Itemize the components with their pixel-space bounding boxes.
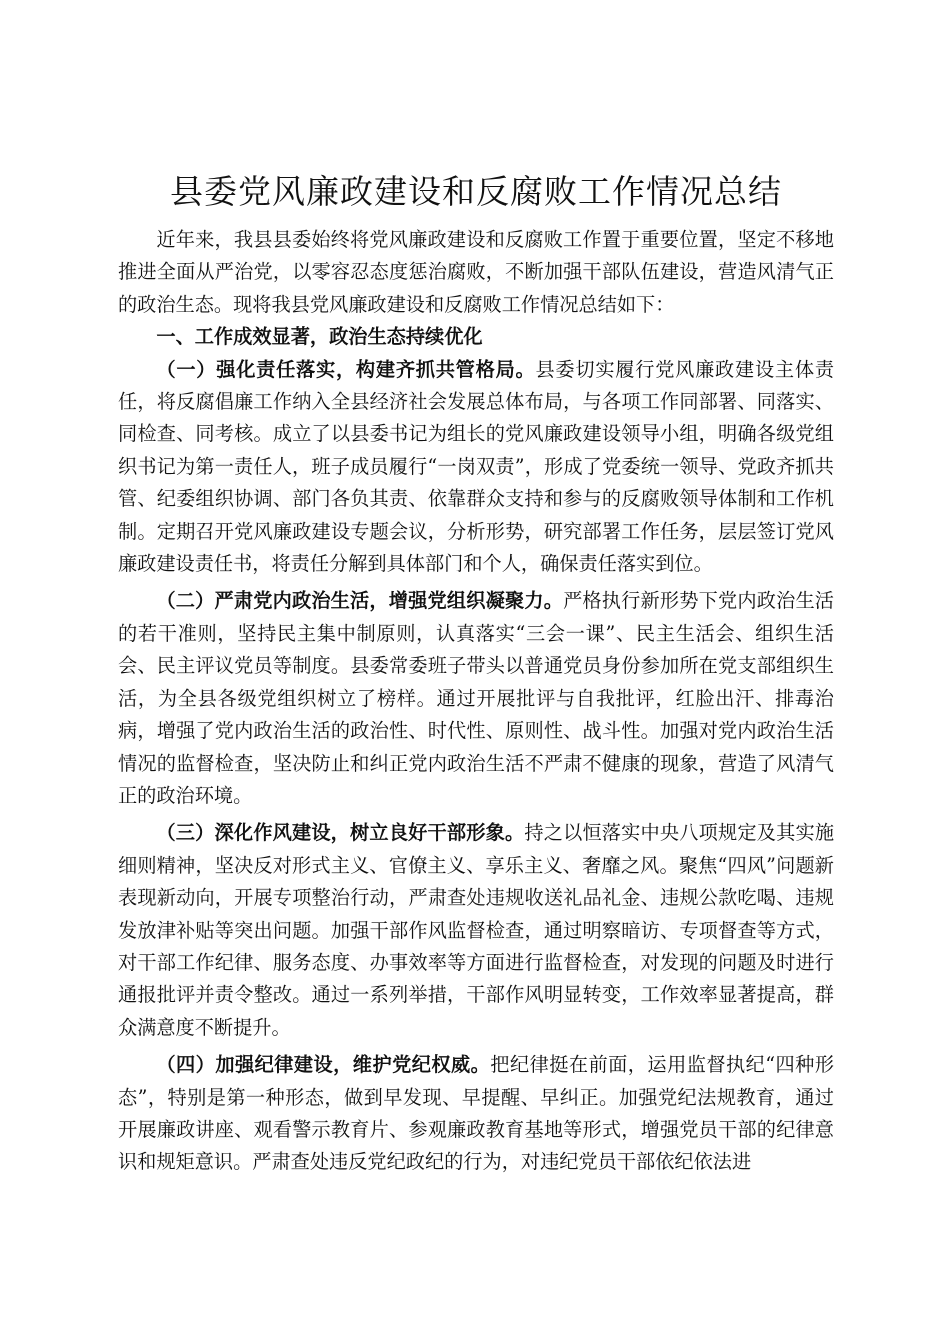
section-heading-1: 一、工作成效显著，政治生态持续优化 (156, 325, 483, 349)
document-title: 县委党风廉政建设和反腐败工作情况总结 (170, 172, 782, 211)
item-lead-3: （三）深化作风建设，树立良好干部形象。 (156, 821, 525, 845)
item-body-3: 持之以恒落实中央八项规定及其实施细则精神，坚决反对形式主义、官僚主义、享乐主义、奢靡之风。聚焦“四风”问题新表现新动向，开展专项整治行动，严肃查处违规收送礼品礼金、违规公款吃喝、违规发放津补贴等突出问题。加强干部作风监督检查，通过明察暗访、专项督查等方式，对干部工作纪律、服务态度、办事效率等方面进行监督检查，对发现的问题及时进行通报批评并责令整改。通过一系列举措，干部作风明显转变，工作效率显著提高，群众满意度不断提升。 (118, 821, 835, 1039)
item-body-4: 把纪律挺在前面，运用监督执纪“四种形态”，特别是第一种形态，做到早发现、早提醒、早纠正。加强党纪法规教育，通过开展廉政讲座、观看警示教育片、参观廉政教育基地等形式，增强党员干部的纪律意识和规矩意识。严肃查处违反党纪政纪的行为，对违纪党员干部依纪依法进 (118, 1053, 835, 1174)
item-body-1: 县委切实履行党风廉政建设主体责任，将反腐倡廉工作纳入全县经济社会发展总体布局，与各项工作同部署、同落实、同检查、同考核。成立了以县委书记为组长的党风廉政建设领导小组，明确各级党组织书记为第一责任人，班子成员履行“一岗双责”，形成了党委统一领导、党政齐抓共管、纪委组织协调、部门各负其责、依靠群众支持和参与的反腐败领导体制和工作机制。定期召开党风廉政建设专题会议，分析形势，研究部署工作任务，层层签订党风廉政建设责任书，将责任分解到具体部门和个人，确保责任落实到位。 (118, 357, 835, 576)
item-lead-1: （一）强化责任落实，构建齐抓共管格局。 (156, 357, 536, 381)
item-paragraph-2 (118, 585, 834, 812)
item-paragraph-3 (118, 817, 834, 1044)
item-paragraph-4 (118, 1049, 834, 1179)
item-lead-4: （四）加强纪律建设，维护党纪权威。 (156, 1053, 491, 1077)
item-body-2: 严格执行新形势下党内政治生活的若干准则，坚持民主集中制原则，认真落实“三会一课”、民主生活会、组织生活会、民主评议党员等制度。县委常委班子带头以普通党员身份参加所在党支部组织生活，为全县各级党组织树立了榜样。通过开展批评与自我批评，红脸出汗、排毒治病，增强了党内政治生活的政治性、时代性、原则性、战斗性。加强对党内政治生活情况的监督检查，坚决防止和纠正党内政治生活不严肃不健康的现象，营造了风清气正的政治环境。 (118, 589, 834, 807)
document-page (118, 168, 834, 1179)
item-paragraph-1 (118, 354, 834, 581)
intro-paragraph: 近年来，我县县委始终将党风廉政建设和反腐败工作置于重要位置，坚定不移地推进全面从严治党，以零容忍态度惩治腐败，不断加强干部队伍建设，营造风清气正的政治生态。现将我县党风廉政建设和反腐败工作情况总结如下： (118, 228, 834, 316)
item-lead-2: （二）严肃党内政治生活，增强党组织凝聚力。 (156, 589, 564, 613)
